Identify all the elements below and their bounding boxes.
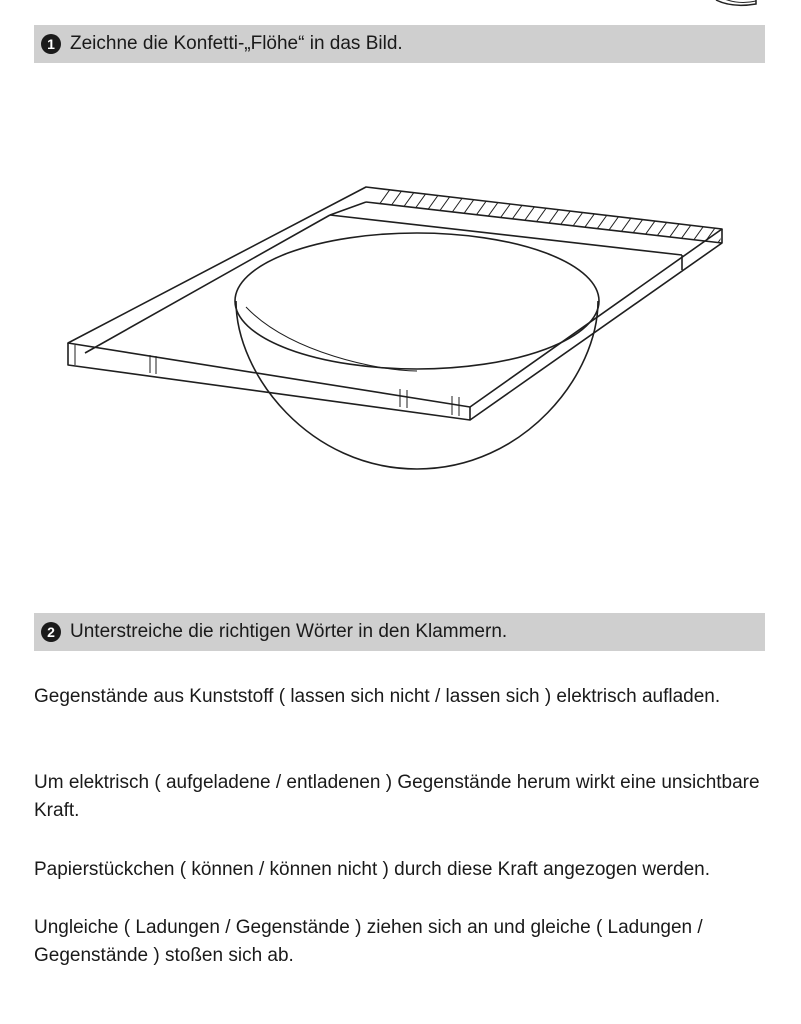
- task-1-header: [34, 25, 765, 63]
- sentence-2: Um elektrisch ( aufgeladene / entladenen ) Gegenstände herum wirkt eine unsichtbare Kraft.: [34, 772, 760, 821]
- bowl-hemisphere: [236, 301, 598, 469]
- bowl-rim: [235, 233, 599, 369]
- plate-front-edge: [68, 343, 470, 420]
- task-2-instruction: Unterstreiche die richtigen Wörter in den Klammern.: [70, 621, 508, 642]
- task-1-instruction: Zeichne die Konfetti-„Flöhe“ in das Bild.: [70, 33, 403, 54]
- sentence-3: Papierstückchen ( können / können nicht ) durch diese Kraft angezogen werden.: [34, 859, 710, 880]
- page-corner-icon: [712, 0, 762, 14]
- sentence-1: Gegenstände aus Kunststoff ( lassen sich nicht / lassen sich ) elektrisch aufladen.: [34, 686, 721, 707]
- plate-over-bowl-illustration: [50, 175, 740, 485]
- sentence-4: Ungleiche ( Ladungen / Gegenstände ) ziehen sich an und gleiche ( Ladungen / Gegenstände ) stoßen sich ab.: [34, 917, 703, 966]
- task-1-number-badge: 1: [41, 34, 61, 54]
- plate-top-face: [68, 187, 722, 407]
- task-2-number-badge: 2: [41, 622, 61, 642]
- task-2-header: [34, 613, 765, 651]
